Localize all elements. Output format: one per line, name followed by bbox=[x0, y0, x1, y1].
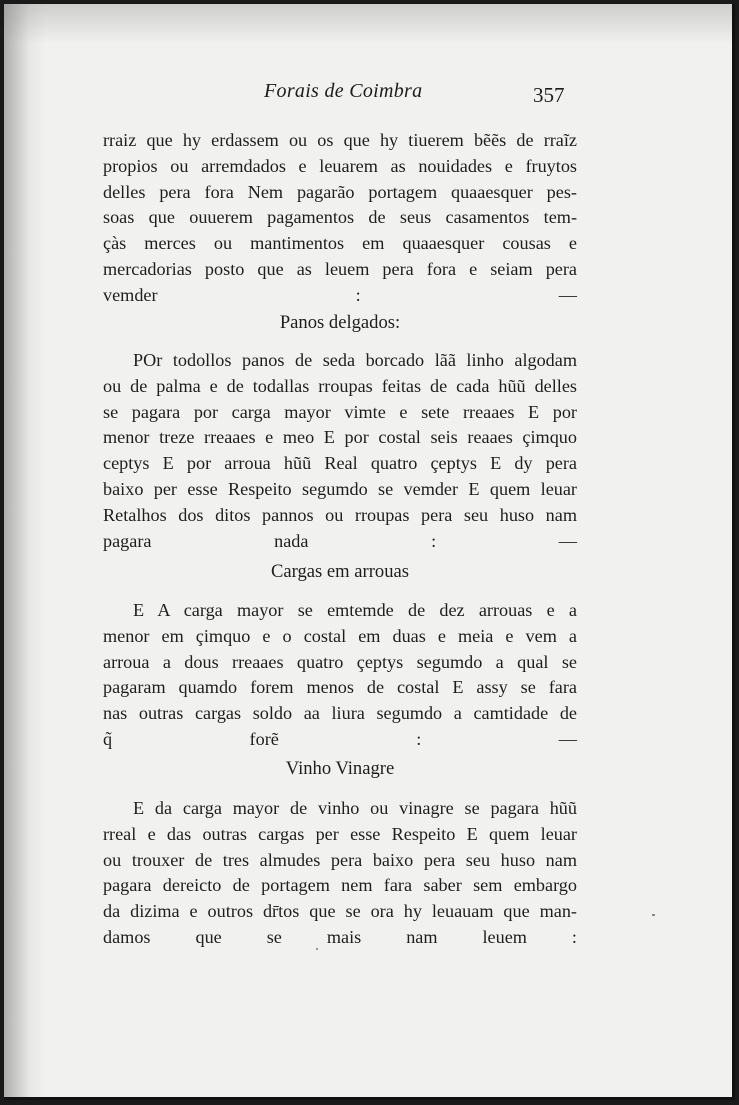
page-number: 357 bbox=[533, 83, 565, 107]
text-line: menor treze rreaaes e meo E por costal seis reaaes çimquo bbox=[103, 427, 577, 448]
text-line: soas que ouuerem pagamentos de seus casamentos tem- bbox=[103, 207, 577, 228]
text-line: ou trouxer de tres almudes pera baixo pera seu huso nam bbox=[103, 849, 577, 870]
text-line: delles pera fora Nem pagarão portagem quaaesquer pes- bbox=[103, 181, 577, 202]
text-line: q̃ forẽ : — bbox=[103, 728, 577, 749]
paper-speck bbox=[316, 948, 318, 950]
section-heading-panos-delgados: Panos delgados: bbox=[279, 312, 401, 333]
text-line: pagara dereicto de portagem nem fara saber sem embargo bbox=[103, 875, 577, 896]
text-line: baixo per esse Respeito segumdo se vemder E quem leuar bbox=[103, 478, 577, 499]
text-line: mercadorias posto que as leuem pera fora e seiam pera bbox=[103, 258, 577, 279]
section-heading-vinho-vinagre: Vinho Vinagre bbox=[285, 758, 395, 779]
text-line: ou de palma e de todallas rroupas feitas de cada hũũ delles bbox=[103, 375, 577, 396]
text-line: nas outras cargas soldo aa liura segumdo a camtidade de bbox=[103, 703, 577, 724]
text-line: propios ou arremdados e leuarem as nouidades e fruytos bbox=[103, 155, 577, 176]
text-line: pagara nada : — bbox=[103, 530, 577, 551]
text-line: POr todollos panos de seda borcado lãã linho algodam bbox=[133, 350, 577, 370]
text-line: rreal e das outras cargas per esse Respeito E quem leuar bbox=[103, 823, 577, 844]
text-line: E A carga mayor se emtemde de dez arrouas e a bbox=[133, 600, 577, 620]
paragraph-2 bbox=[103, 348, 577, 554]
text-line: damos que se mais nam leuem : bbox=[103, 926, 577, 947]
text-line: çàs merces ou mantimentos em quaaesquer cousas e bbox=[103, 233, 577, 254]
page-gutter-shadow bbox=[4, 4, 46, 1097]
text-line: arroua a dous rreaaes quatro çeptys segumdo a qual se bbox=[103, 651, 577, 672]
text-line: da dizima e outros dr̄tos que se ora hy leuauam que man- bbox=[103, 901, 577, 922]
text-line: ceptys E por arroua hũũ Real quatro çeptys E dy pera bbox=[103, 453, 577, 474]
paragraph-3 bbox=[103, 598, 577, 753]
text-line: E da carga mayor de vinho ou vinagre se pagara hũũ bbox=[133, 798, 577, 818]
paper-speck bbox=[652, 914, 655, 916]
text-line: Retalhos dos ditos pannos ou rroupas pera seu huso nam bbox=[103, 504, 577, 525]
section-heading-cargas-em-arrouas: Cargas em arrouas bbox=[270, 561, 410, 582]
text-line: pagaram quamdo forem menos de costal E assy se fara bbox=[103, 677, 577, 698]
book-page bbox=[4, 4, 735, 1100]
running-head-title: Forais de Coimbra bbox=[264, 80, 423, 102]
text-line: se pagara por carga mayor vimte e sete rreaaes E por bbox=[103, 401, 577, 422]
paragraph-1 bbox=[103, 128, 577, 309]
paragraph-4 bbox=[103, 796, 577, 951]
text-line: rraiz que hy erdassem ou os que hy tiuerem bẽẽs de rraĩz bbox=[103, 130, 577, 150]
text-line: vemder : — bbox=[103, 284, 577, 305]
page-top-shadow bbox=[4, 4, 732, 44]
text-line: menor em çimquo e o costal em duas e meia e vem a bbox=[103, 625, 577, 646]
